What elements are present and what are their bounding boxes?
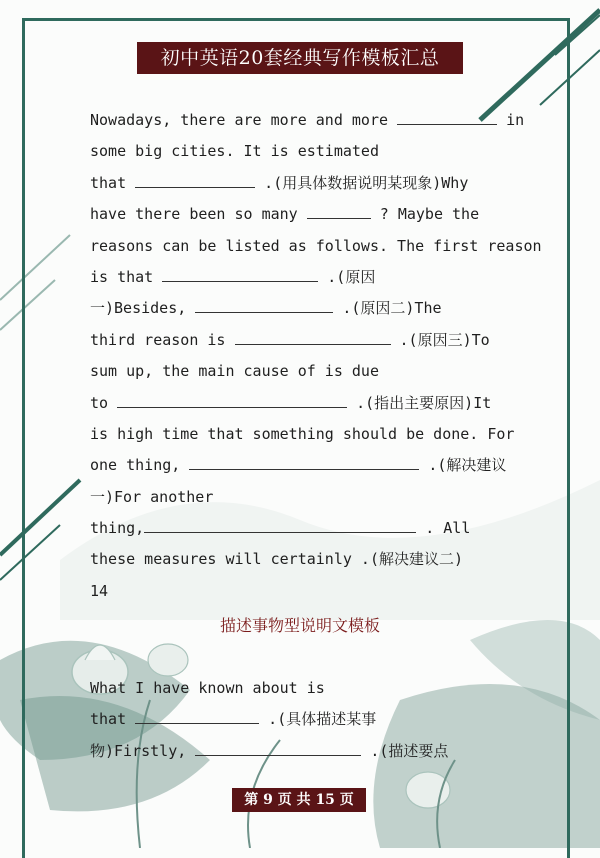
line-text-after: .(原因三)To <box>390 330 490 349</box>
text-line <box>90 576 522 607</box>
document-title: 初中英语20套经典写作模板汇总 <box>137 42 463 74</box>
line-text: that <box>90 710 136 729</box>
line-text: these measures will certainly .(解决建议二) <box>90 550 464 569</box>
line-text: is high time that something should be done. For <box>90 424 515 443</box>
line-text-after: .(解决建议 <box>419 456 507 475</box>
line-text: sum up, the main cause of is due <box>90 362 379 381</box>
template-14-text <box>90 105 542 607</box>
text-line <box>90 136 522 167</box>
text-line <box>90 513 522 544</box>
text-line <box>90 450 522 481</box>
text-line <box>90 293 522 324</box>
text-line <box>90 325 522 356</box>
line-text: 14 <box>90 581 109 600</box>
fill-in-blank <box>144 518 416 533</box>
fill-in-blank <box>162 267 318 282</box>
line-text: have there been so many <box>90 205 307 224</box>
text-line <box>90 231 542 262</box>
line-text: Nowadays, there are more and more <box>90 111 398 129</box>
fill-in-blank <box>397 110 497 125</box>
line-text-after: .(描述要点 <box>361 741 449 760</box>
text-line <box>90 544 522 575</box>
text-line <box>90 356 522 387</box>
text-line <box>90 673 522 704</box>
line-text: thing, <box>90 519 145 538</box>
text-line <box>90 262 522 293</box>
text-line <box>90 199 522 230</box>
text-line <box>90 388 522 419</box>
page-number-footer: 第 9 页 共 15 页 <box>232 788 366 812</box>
line-text: that <box>90 173 136 192</box>
fill-in-blank <box>307 204 371 219</box>
line-text: What I have known about is <box>90 679 325 697</box>
fill-in-blank <box>235 330 391 345</box>
line-text: to <box>90 393 118 412</box>
line-text-after: ? Maybe the <box>370 205 480 224</box>
fill-in-blank <box>135 709 259 724</box>
text-line <box>90 168 522 199</box>
fill-in-blank <box>135 173 255 188</box>
line-text-after: .(原因二)The <box>333 299 442 318</box>
text-line <box>90 704 522 735</box>
text-line <box>90 105 525 136</box>
line-text: reasons can be listed as follows. The first reason <box>90 236 542 255</box>
line-text: 一)For another <box>90 487 214 506</box>
line-text-after: .(原因 <box>318 267 376 286</box>
line-text: 一)Besides, <box>90 299 196 318</box>
line-text: some big cities. It is estimated <box>90 142 379 161</box>
fill-in-blank <box>189 455 419 470</box>
fill-in-blank <box>195 298 333 313</box>
line-text-after: .(具体描述某事 <box>259 710 377 729</box>
line-text: third reason is <box>90 330 235 349</box>
line-text: 物)Firstly, <box>90 741 196 760</box>
fill-in-blank <box>117 393 347 408</box>
line-text: is that <box>90 267 163 286</box>
line-text-after: .(指出主要原因)It <box>347 393 492 412</box>
line-text-after: . All <box>416 519 471 538</box>
text-line <box>90 419 522 450</box>
section-heading: 描述事物型说明文模板 <box>219 616 380 635</box>
template-15-text <box>90 673 522 767</box>
line-text: one thing, <box>90 456 190 475</box>
fill-in-blank <box>195 741 361 756</box>
line-text-after: .(用具体数据说明某现象)Why <box>255 173 469 192</box>
text-line <box>90 482 522 513</box>
line-text-after: in <box>497 111 525 129</box>
text-line <box>90 736 522 767</box>
